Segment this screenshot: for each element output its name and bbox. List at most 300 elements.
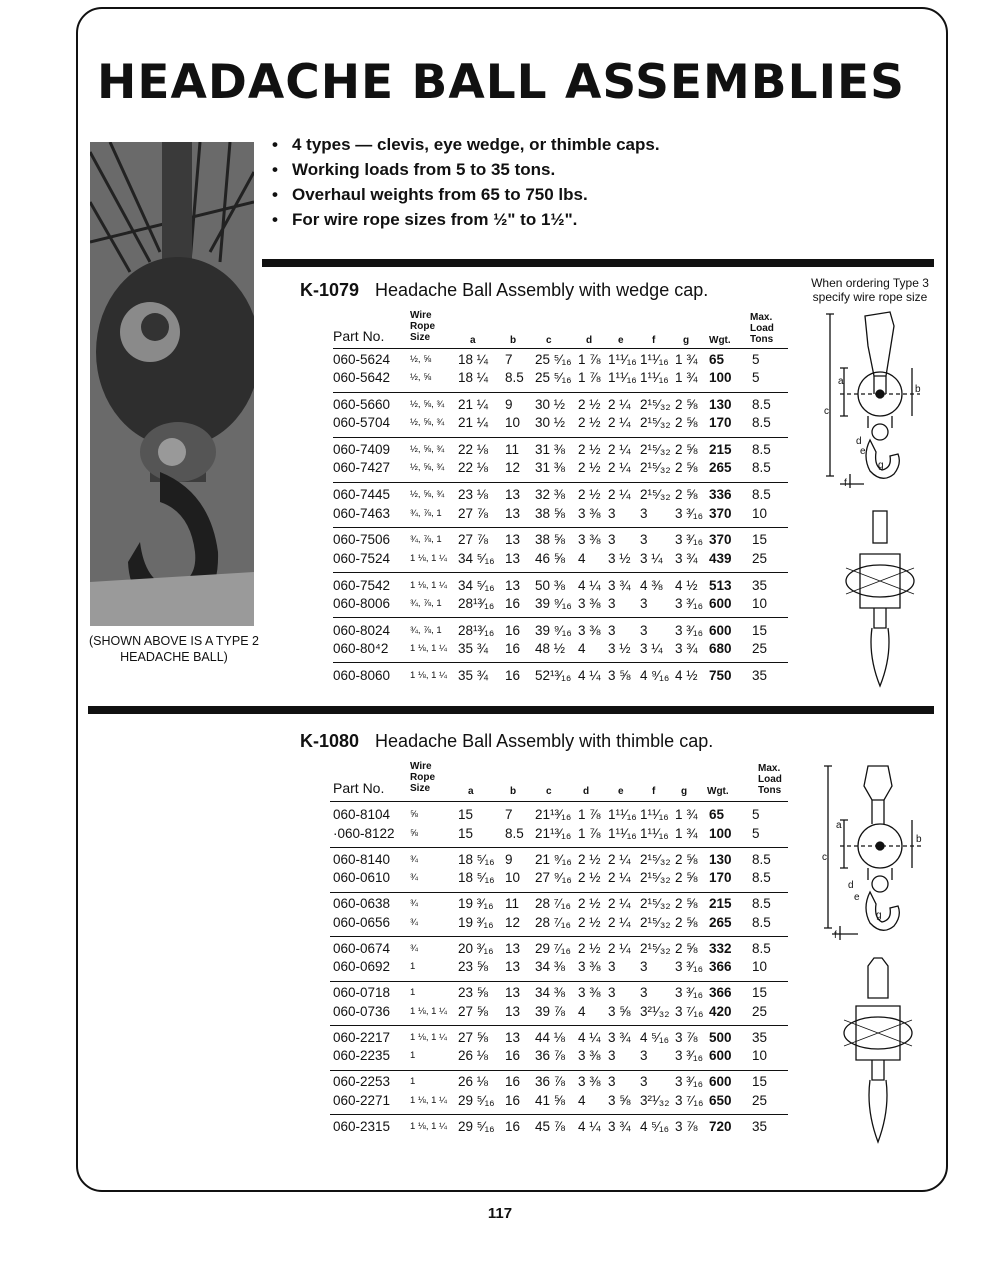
diagram-label-e: e	[860, 446, 866, 457]
cell-a: 18 ¼	[458, 370, 489, 386]
cell-c: 46 ⅝	[535, 550, 566, 566]
cell-wgt: 600	[709, 622, 732, 638]
cell-g: 1 ¾	[675, 825, 698, 841]
cell-g: 2 ⅝	[675, 940, 698, 956]
cell-b: 13	[505, 505, 521, 521]
cell-g: 2 ⅝	[675, 914, 698, 930]
cell-a: 27 ⅝	[458, 1029, 489, 1045]
cell-d: 4	[578, 1003, 586, 1019]
cell-max-load: 25	[752, 1092, 768, 1108]
cell-c: 21 ⁹⁄₁₆	[535, 851, 572, 867]
cell-part-no: 060-8140	[333, 851, 391, 867]
cell-c: 39 ⁹⁄₁₆	[535, 595, 572, 611]
cell-max-load: 5	[752, 370, 760, 386]
cell-d: 1 ⅞	[578, 370, 601, 386]
cell-d: 2 ½	[578, 914, 601, 930]
cell-f: 1¹¹⁄₁₆	[640, 807, 669, 822]
cell-c: 32 ⅜	[535, 487, 566, 503]
cell-f: 2¹⁵⁄₃₂	[640, 397, 671, 413]
cell-wire-rope-size: 1	[410, 987, 416, 998]
cell-wgt: 265	[709, 914, 732, 930]
cell-a: 28¹³⁄₁₆	[458, 595, 495, 611]
cell-c: 50 ⅜	[535, 577, 566, 593]
cell-wire-rope-size: ¾, ⅞, 1	[410, 534, 442, 546]
cell-max-load: 8.5	[752, 914, 771, 930]
cell-b: 16	[505, 1074, 521, 1089]
header-a: a	[468, 786, 474, 797]
cell-f: 2¹⁵⁄₃₂	[640, 487, 671, 503]
cell-a: 18 ⁵⁄₁₆	[458, 870, 495, 885]
cell-f: 3	[640, 1074, 648, 1089]
cell-b: 11	[505, 896, 520, 911]
cell-wgt: 100	[709, 825, 732, 841]
cell-g: 2 ⅝	[675, 896, 698, 911]
cell-e: 3 ¾	[608, 1118, 631, 1134]
cell-part-no: 060-2271	[333, 1092, 391, 1108]
cell-c: 36 ⅞	[535, 1048, 566, 1063]
cell-wgt: 500	[709, 1029, 732, 1045]
cell-d: 3 ⅜	[578, 622, 601, 638]
cell-g: 2 ⅝	[675, 397, 698, 413]
cell-wgt: 680	[709, 640, 732, 656]
cell-f: 4 ⁵⁄₁₆	[640, 1029, 670, 1045]
cell-e: 2 ¼	[608, 397, 631, 413]
cell-g: 1 ¾	[675, 370, 698, 386]
row-group-separator	[330, 1070, 788, 1071]
section-code: K-1080	[300, 731, 360, 751]
cell-wgt: 100	[709, 370, 732, 386]
cell-e: 3	[608, 622, 616, 638]
cell-g: 3 ³⁄₁₆	[675, 532, 704, 548]
cell-d: 2 ½	[578, 940, 601, 956]
cell-g: 3 ³⁄₁₆	[675, 985, 704, 1000]
cell-b: 10	[505, 870, 521, 885]
cell-wire-rope-size: ½, ⅝	[410, 354, 432, 365]
cell-e: 1¹¹⁄₁₆	[608, 825, 637, 841]
cell-c: 28 ⁷⁄₁₆	[535, 896, 571, 911]
cell-d: 3 ⅜	[578, 985, 601, 1000]
row-group-separator	[330, 1114, 788, 1115]
cell-b: 9	[505, 851, 513, 867]
cell-f: 4 ⁵⁄₁₆	[640, 1118, 670, 1134]
cell-c: 28 ⁷⁄₁₆	[535, 914, 571, 930]
cell-d: 3 ⅜	[578, 1074, 601, 1089]
cell-g: 4 ½	[675, 577, 698, 593]
cell-c: 31 ⅜	[535, 460, 566, 476]
cell-c: 27 ⁹⁄₁₆	[535, 870, 572, 885]
cell-c: 30 ½	[535, 397, 566, 413]
cell-d: 4 ¼	[578, 1118, 601, 1134]
cell-c: 39 ⅞	[535, 1003, 566, 1019]
cell-part-no: 060-8060	[333, 667, 391, 683]
cell-wgt: 366	[709, 959, 732, 974]
cell-max-load: 8.5	[752, 487, 771, 503]
header-underline	[333, 348, 788, 349]
section-rule	[88, 706, 934, 714]
page-title: HEADACHE BALL ASSEMBLIES	[97, 55, 906, 110]
cell-b: 16	[505, 622, 521, 638]
cell-wgt: 65	[709, 807, 725, 822]
feature-item: • Working loads from 5 to 35 tons.	[272, 157, 660, 182]
cell-d: 3 ⅜	[578, 595, 601, 611]
cell-c: 21¹³⁄₁₆	[535, 825, 572, 841]
header-d: d	[586, 335, 593, 346]
cell-f: 3	[640, 985, 648, 1000]
header-part-no: Part No.	[333, 780, 385, 796]
cell-d: 2 ½	[578, 442, 601, 458]
cell-wgt: 265	[709, 460, 732, 476]
cell-c: 36 ⅞	[535, 1074, 566, 1089]
cell-b: 13	[505, 940, 521, 956]
cell-part-no: 060-7524	[333, 550, 391, 566]
cell-d: 4	[578, 550, 586, 566]
cell-wgt: 336	[709, 487, 732, 503]
cell-b: 7	[505, 352, 513, 367]
cell-part-no: 060-7506	[333, 532, 391, 548]
cell-max-load: 8.5	[752, 940, 771, 956]
row-group-separator	[333, 617, 788, 618]
cell-e: 2 ¼	[608, 460, 631, 476]
header-b: b	[510, 786, 517, 797]
cell-part-no: ·060-8122	[333, 825, 395, 841]
cell-a: 35 ¾	[458, 667, 489, 683]
section-rule	[262, 259, 934, 267]
cell-d: 3 ⅜	[578, 959, 601, 974]
row-group-separator	[330, 936, 788, 937]
cell-e: 2 ¼	[608, 487, 631, 503]
cell-wire-rope-size: ½, ⅝, ¾	[410, 462, 445, 474]
cell-wire-rope-size: 1 ⅛, 1 ¼	[410, 1120, 447, 1132]
cell-wgt: 215	[709, 442, 732, 458]
cell-wgt: 600	[709, 595, 732, 611]
cell-e: 1¹¹⁄₁₆	[608, 352, 637, 367]
cell-g: 3 ³⁄₁₆	[675, 1074, 704, 1089]
cell-g: 3 ³⁄₁₆	[675, 959, 704, 974]
cell-a: 21 ¼	[458, 397, 489, 413]
cell-g: 3 ³⁄₁₆	[675, 595, 704, 611]
cell-b: 9	[505, 397, 513, 413]
cell-c: 25 ⁵⁄₁₆	[535, 352, 572, 367]
diagram-label-g: g	[876, 910, 882, 921]
cell-g: 2 ⅝	[675, 870, 698, 885]
row-group-separator	[333, 482, 788, 483]
cell-b: 16	[505, 640, 521, 656]
cell-wire-rope-size: 1 ⅛, 1 ¼	[410, 552, 447, 564]
cell-a: 19 ³⁄₁₆	[458, 896, 494, 911]
cell-wire-rope-size: ½, ⅝, ¾	[410, 444, 445, 456]
header-underline	[330, 801, 788, 802]
cell-f: 2¹⁵⁄₃₂	[640, 896, 671, 911]
cell-wire-rope-size: ½, ⅝, ¾	[410, 417, 445, 429]
cell-wire-rope-size: ½, ⅝, ¾	[410, 489, 445, 501]
cell-e: 2 ¼	[608, 914, 631, 930]
diagram-label-f: f	[834, 930, 837, 941]
cell-f: 2¹⁵⁄₃₂	[640, 415, 671, 431]
cell-max-load: 8.5	[752, 460, 771, 476]
cell-max-load: 35	[752, 577, 768, 593]
cell-wgt: 513	[709, 577, 732, 593]
header-e: e	[618, 335, 624, 346]
cell-c: 38 ⅝	[535, 532, 566, 548]
cell-b: 8.5	[505, 825, 524, 841]
cell-d: 1 ⅞	[578, 825, 601, 841]
cell-g: 2 ⅝	[675, 487, 698, 503]
cell-wire-rope-size: ½, ⅝, ¾	[410, 399, 445, 411]
cell-d: 4 ¼	[578, 577, 601, 593]
cell-d: 2 ½	[578, 896, 601, 911]
cell-d: 1 ⅞	[578, 807, 601, 822]
cell-e: 2 ¼	[608, 415, 631, 431]
cell-c: 34 ⅜	[535, 959, 566, 974]
cell-a: 23 ⅝	[458, 959, 489, 974]
section-heading-k1080	[300, 731, 713, 752]
cell-b: 12	[505, 460, 521, 476]
cell-max-load: 8.5	[752, 415, 771, 431]
cell-e: 2 ¼	[608, 442, 631, 458]
cell-wgt: 750	[709, 667, 732, 683]
cell-a: 20 ³⁄₁₆	[458, 940, 494, 956]
cell-e: 3	[608, 985, 616, 1000]
cell-d: 4 ¼	[578, 1029, 601, 1045]
feature-item: • For wire rope sizes from ½" to 1½".	[272, 207, 660, 232]
cell-f: 2¹⁵⁄₃₂	[640, 940, 671, 956]
cell-d: 4	[578, 1092, 586, 1108]
header-f: f	[652, 786, 656, 797]
cell-b: 16	[505, 1048, 521, 1063]
cell-max-load: 5	[752, 352, 760, 367]
cell-g: 3 ¾	[675, 640, 698, 656]
cell-c: 44 ⅛	[535, 1029, 566, 1045]
cell-d: 2 ½	[578, 415, 601, 431]
cell-a: 21 ¼	[458, 415, 489, 431]
cell-wire-rope-size: ¾	[410, 916, 418, 928]
cell-part-no: 060-0674	[333, 940, 391, 956]
cell-d: 3 ⅜	[578, 505, 601, 521]
cell-max-load: 35	[752, 667, 768, 683]
cell-a: 35 ¾	[458, 640, 489, 656]
header-g: g	[683, 335, 690, 346]
cell-a: 34 ⁵⁄₁₆	[458, 550, 495, 566]
diagram-label-g: g	[878, 460, 884, 471]
cell-wgt: 130	[709, 851, 732, 867]
cell-max-load: 8.5	[752, 870, 771, 885]
cell-e: 3 ⅝	[608, 1003, 631, 1019]
cell-e: 3	[608, 505, 616, 521]
cell-a: 23 ⅝	[458, 985, 489, 1000]
cell-c: 41 ⅝	[535, 1092, 566, 1108]
cell-g: 4 ½	[675, 667, 698, 683]
cell-g: 2 ⅝	[675, 460, 698, 476]
order-note: When ordering Type 3 specify wire rope size	[811, 276, 929, 304]
diagram-label-a: a	[838, 376, 844, 387]
cell-e: 2 ¼	[608, 851, 631, 867]
cell-part-no: 060-7463	[333, 505, 391, 521]
cell-part-no: 060-0736	[333, 1003, 391, 1019]
cell-e: 3	[608, 1074, 616, 1089]
cell-f: 2¹⁵⁄₃₂	[640, 460, 671, 476]
cell-d: 2 ½	[578, 397, 601, 413]
cell-f: 2¹⁵⁄₃₂	[640, 442, 671, 458]
row-group-separator	[333, 572, 788, 573]
cell-wire-rope-size: ⅝	[410, 827, 418, 839]
cell-part-no: 060-0610	[333, 870, 391, 885]
cell-wire-rope-size: 1 ⅛, 1 ¼	[410, 1094, 447, 1106]
cell-f: 3	[640, 622, 648, 638]
cell-wgt: 332	[709, 940, 732, 956]
cell-e: 1¹¹⁄₁₆	[608, 807, 637, 822]
cell-e: 3 ½	[608, 640, 631, 656]
cell-max-load: 15	[752, 1074, 768, 1089]
cell-wgt: 65	[709, 352, 725, 367]
cell-c: 21¹³⁄₁₆	[535, 807, 572, 822]
cell-a: 18 ¼	[458, 352, 489, 367]
cell-g: 3 ¾	[675, 550, 698, 566]
cell-part-no: 060-0656	[333, 914, 391, 930]
cell-max-load: 10	[752, 595, 768, 611]
header-a: a	[470, 335, 476, 346]
cell-a: 26 ⅛	[458, 1048, 489, 1063]
cell-b: 13	[505, 959, 521, 974]
cell-b: 13	[505, 487, 521, 503]
cell-wgt: 170	[709, 870, 732, 885]
row-group-separator	[330, 892, 788, 893]
cell-f: 1¹¹⁄₁₆	[640, 352, 669, 367]
row-group-separator	[333, 437, 788, 438]
cell-wire-rope-size: ½, ⅝	[410, 372, 432, 384]
cell-e: 2 ¼	[608, 870, 631, 885]
cell-part-no: 060-5704	[333, 415, 391, 431]
cell-part-no: 060-8104	[333, 807, 391, 822]
cell-b: 13	[505, 985, 521, 1000]
cell-f: 4 ⁹⁄₁₆	[640, 667, 670, 683]
diagram-label-f: f	[844, 478, 847, 489]
cell-a: 29 ⁵⁄₁₆	[458, 1092, 495, 1108]
cell-wire-rope-size: ¾, ⅞, 1	[410, 624, 442, 636]
cell-g: 3 ⅞	[675, 1118, 698, 1134]
cell-f: 3 ¼	[640, 640, 663, 656]
cell-f: 3²¹⁄₃₂	[640, 1003, 670, 1019]
cell-max-load: 35	[752, 1029, 768, 1045]
cell-e: 3 ½	[608, 550, 631, 566]
cell-e: 3	[608, 595, 616, 611]
cell-f: 1¹¹⁄₁₆	[640, 825, 669, 841]
cell-e: 3	[608, 1048, 616, 1063]
cell-a: 15	[458, 807, 474, 822]
row-group-separator	[333, 392, 788, 393]
cell-part-no: 060-2253	[333, 1074, 391, 1089]
cell-f: 3	[640, 1048, 648, 1063]
cell-e: 3	[608, 532, 616, 548]
cell-g: 3 ⅞	[675, 1029, 698, 1045]
cell-g: 3 ³⁄₁₆	[675, 1048, 704, 1063]
cell-f: 3	[640, 959, 648, 974]
cell-wgt: 720	[709, 1118, 732, 1134]
cell-e: 3 ¾	[608, 577, 631, 593]
cell-a: 23 ⅛	[458, 487, 489, 503]
cell-b: 11	[505, 442, 520, 458]
cell-c: 45 ⅞	[535, 1118, 566, 1134]
cell-part-no: 060-0638	[333, 896, 391, 911]
cell-e: 2 ¼	[608, 896, 631, 911]
cell-part-no: 060-0692	[333, 959, 391, 974]
cell-c: 30 ½	[535, 415, 566, 431]
cell-wire-rope-size: 1	[410, 961, 416, 972]
cell-c: 39 ⁹⁄₁₆	[535, 622, 572, 638]
cell-b: 13	[505, 550, 521, 566]
cell-part-no: 060-5624	[333, 352, 391, 367]
cell-wire-rope-size: ¾, ⅞, 1	[410, 507, 442, 519]
cell-max-load: 5	[752, 825, 760, 841]
cell-max-load: 25	[752, 550, 768, 566]
cell-f: 3	[640, 595, 648, 611]
cell-part-no: 060-7542	[333, 577, 391, 593]
cell-part-no: 060-8024	[333, 622, 391, 638]
cell-b: 13	[505, 532, 521, 548]
cell-max-load: 10	[752, 505, 768, 521]
diagram-label-c: c	[822, 852, 827, 863]
header-d: d	[583, 786, 590, 797]
diagram-label-a: a	[836, 820, 842, 831]
cell-wgt: 370	[709, 532, 732, 548]
header-f: f	[652, 335, 656, 346]
cell-part-no: 060-7409	[333, 442, 391, 458]
cell-max-load: 15	[752, 532, 768, 548]
cell-f: 2¹⁵⁄₃₂	[640, 851, 671, 867]
cell-a: 18 ⁵⁄₁₆	[458, 851, 495, 867]
cell-wire-rope-size: ⅝	[410, 809, 418, 820]
cell-wgt: 650	[709, 1092, 732, 1108]
feature-item: • Overhaul weights from 65 to 750 lbs.	[272, 182, 660, 207]
cell-g: 1 ¾	[675, 807, 698, 822]
cell-part-no: 060-2217	[333, 1029, 391, 1045]
cell-b: 13	[505, 1029, 521, 1045]
header-c: c	[546, 786, 552, 797]
row-group-separator	[330, 847, 788, 848]
cell-max-load: 25	[752, 640, 768, 656]
cell-wire-rope-size: 1 ⅛, 1 ¼	[410, 1005, 447, 1017]
wedge-cap-diagram	[820, 306, 938, 694]
cell-c: 34 ⅜	[535, 985, 566, 1000]
cell-wire-rope-size: ¾	[410, 853, 418, 865]
cell-d: 2 ½	[578, 487, 601, 503]
feature-list	[272, 132, 660, 232]
cell-g: 2 ⅝	[675, 851, 698, 867]
cell-f: 2¹⁵⁄₃₂	[640, 870, 671, 885]
cell-part-no: 060-0718	[333, 985, 391, 1000]
cell-max-load: 25	[752, 1003, 768, 1019]
row-group-separator	[333, 662, 788, 663]
cell-max-load: 35	[752, 1118, 768, 1134]
cell-wgt: 215	[709, 896, 732, 911]
cell-g: 2 ⅝	[675, 442, 698, 458]
cell-part-no: 060-8006	[333, 595, 391, 611]
section-heading-k1079	[300, 280, 708, 301]
header-c: c	[546, 335, 552, 346]
header-g: g	[681, 786, 688, 797]
cell-b: 16	[505, 595, 521, 611]
cell-max-load: 8.5	[752, 442, 771, 458]
header-wgt: Wgt.	[707, 786, 729, 797]
cell-d: 4	[578, 640, 586, 656]
cell-f: 3 ¼	[640, 550, 663, 566]
section-name: Headache Ball Assembly with wedge cap.	[375, 280, 709, 300]
cell-wgt: 420	[709, 1003, 732, 1019]
cell-g: 3 ³⁄₁₆	[675, 622, 704, 638]
bullet-icon: •	[272, 160, 278, 179]
cell-wire-rope-size: 1	[410, 1076, 416, 1087]
cell-a: 22 ⅛	[458, 442, 489, 458]
cell-a: 27 ⅞	[458, 532, 489, 548]
